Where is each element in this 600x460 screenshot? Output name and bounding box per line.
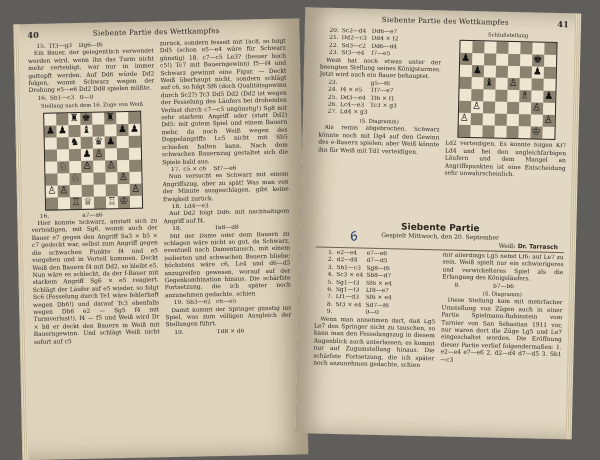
- move-line: 5. Sg1—f3 Sf6 × e4: [327, 279, 392, 287]
- white-player: Dr. Tarrasch: [517, 243, 558, 252]
- chess-piece-icon: ♟: [129, 123, 140, 135]
- chess-piece-icon: ♖: [71, 196, 81, 208]
- page-number: 41: [557, 18, 570, 30]
- chess-piece-icon: ♘: [70, 172, 81, 184]
- move-line: 18. Ld4—e3: [171, 203, 209, 210]
- game-moves-column: [312, 250, 437, 431]
- chess-piece-icon: ♟: [532, 66, 542, 79]
- chess-piece-icon: ♙: [508, 78, 518, 90]
- chess-piece-icon: ♚: [81, 112, 91, 124]
- chess-piece-icon: ♟: [57, 124, 68, 137]
- chess-piece-icon: ♟: [82, 148, 92, 160]
- chess-piece-icon: ♔: [119, 195, 129, 207]
- chess-piece-icon: ♙: [531, 102, 542, 115]
- left-column-2: [160, 39, 295, 452]
- move-line: 8. Sf3 × e4 Sd7—f6: [326, 301, 389, 310]
- move-line: 20. Sc2—d4 Dd6—e7: [329, 27, 398, 36]
- chess-piece-icon: ♖: [107, 195, 117, 208]
- chess-piece-icon: ♙: [59, 184, 69, 197]
- commentary: Auf Dd2 folgt Dd6: mit nachhaltigem Angriff auf f4.: [163, 208, 290, 225]
- diagram-reference: (S. Diagramm): [482, 291, 522, 299]
- chess-piece-icon: ♜: [105, 111, 115, 124]
- page-header: [27, 25, 285, 40]
- page-edge: [566, 13, 582, 439]
- chess-piece-icon: ♙: [82, 160, 92, 172]
- move-line: 23. Sf3—e4 f7—e5: [328, 50, 391, 58]
- chess-piece-icon: ♙: [459, 113, 469, 125]
- chess-piece-icon: ♙: [543, 115, 553, 127]
- chess-piece-icon: ♙: [94, 148, 104, 160]
- chess-piece-icon: ♟: [45, 125, 56, 137]
- commentary: Diese Stellung kam mit mehrfacher Umstellung von Zügen auch in einer Partie Spielmann-Rubinstein vom Turnier von San Sebastian 1911 vor, nur waren dort die Züge Lg5 und Le7 eingeschaltet worden. Die Eröffnung dieser Partie verlief folgendermaßen: 1. e2—e4 e7—e6 2. d2—d4 d7—d5 3. Sb1—c3: [440, 297, 563, 364]
- commentary: Als remis abgebrochen. Schwarz könnte noch mit Dg4 auf den Gewinn des e-Bauern spielen; aber Weiß könnte ihn für Weiß mit Td1 verteidigen.: [317, 125, 440, 156]
- running-head: Siebente Partie des Wettkampfes: [381, 14, 509, 27]
- move-line: 4. Sc3 × e4 Sb8—d7: [327, 272, 392, 280]
- commentary: mir allerdings Lg5 nebst Lf6: auf Le7 zu sein. Weiß spielt nur ein schwierigeres und verwickelteres Spiel als die Erlangung des Königsläufers.: [442, 252, 564, 283]
- move-line: 16. a7—a6: [39, 212, 103, 220]
- chess-piece-icon: ♟: [461, 53, 471, 65]
- move-line: 3. Sb1—c3 Sg8—f6: [327, 264, 390, 273]
- chess-diagram: [43, 110, 143, 210]
- move-line: 24. f4 × e5 Tf7—e7: [327, 87, 394, 95]
- chess-piece-icon: ♝: [81, 124, 92, 136]
- chess-piece-icon: ♗: [520, 90, 530, 102]
- game-subtitle: Gespielt Mittwoch, den 20. September: [381, 232, 500, 242]
- chess-piece-icon: ♙: [471, 101, 482, 113]
- commentary: Ein Bauer, der gelegentlich verwendet werden wird, wenn ihn das Turm nicht mehr verteidigt, war nur in immer gottopft werden. Auf Dd6 würde Dd2 folgen, womit Schwarz wegen der Drohung e5—e6 Dd2 Dd8 spielen müßte.: [27, 48, 155, 95]
- move-line: 2. d2—d4 d7—d5: [327, 257, 388, 265]
- move-line: 23. g5—f6: [328, 79, 390, 88]
- chess-diagram: [457, 40, 557, 140]
- move-line: 26. Lc4—e3 Tc3 × g3: [327, 101, 397, 110]
- diagram-caption: Schlußstellung: [488, 32, 529, 40]
- commentary: Nun versucht es Schwarz mit einem Angriffszug, aber zu spät! Was man von der Minute ausgeschlagen, gibt keine Ewigkeit zurück.: [162, 171, 289, 203]
- chess-piece-icon: ♟: [472, 65, 482, 77]
- chess-piece-icon: ♟: [544, 91, 554, 103]
- chess-piece-icon: ♜: [69, 112, 79, 124]
- running-head: Siebente Partie des Wettkampfes: [92, 26, 220, 38]
- move-line: 19. Td8 × d6: [174, 328, 245, 336]
- commentary: zurück, sondern fesselt mit Tac8, so folgt Dd5 (schon e5—e4 wäre für Schwarz günstig) 18. c7—c5 Le3? (besser hoch c5!) Tc7 mit Bauerngewinn) f5—f4 und Schwarz gewinnt eine Figur. — Deckt Weiß überhaupt nicht, sondern schlägt auf c6, so folgt Sf6 (doch Qualitätsgewinn durch Sc2?) Tc3 Dd5 Dd2 (Dd2 ist wegen der Fesselung des Läufers bei drohenden Verlust durch c7—c5 ungünstig!) Sg8 mit sehr starkem Angriff oder (statt Dd2) Dd5: mit gutem Spiel und einem Bauern mehr, da noch Weiß wegen des Doppelangriffs Lc5 nicht mit Sb5 schießen halten kann. Nach dem schwachen Bauernzug gestaltet sich die Spiele bald aus.: [159, 38, 289, 166]
- commentary: Weiß hat noch etwas unter der beengten Stellung seines Königsturmes. Jetzt wird auch ein Bauer behauptet.: [319, 57, 442, 81]
- chess-piece-icon: ♘: [58, 160, 68, 173]
- game-title: Siebente Partie: [400, 222, 480, 235]
- right-column-2: [444, 30, 569, 221]
- game-commentary-column: [439, 252, 564, 433]
- move-line: 9. 0—0: [326, 309, 379, 317]
- left-page: [13, 18, 308, 460]
- move-line: 15. Tf3—g3 Dg6—f6: [36, 42, 103, 50]
- move-line: 16. Sb1—c3 0—0: [37, 94, 94, 102]
- white-label: Weiß:: [498, 242, 516, 251]
- move-line: 19. Sb3—e2 c6—e5: [173, 298, 237, 307]
- chess-piece-icon: ♙: [106, 159, 116, 172]
- chess-piece-icon: ♞: [70, 136, 80, 148]
- right-column-1: [317, 28, 442, 219]
- move-line: 6. Sg1—f3 Lf8—e7: [327, 286, 389, 295]
- chess-piece-icon: ♚: [533, 54, 543, 67]
- chess-piece-icon: ♙: [118, 171, 129, 183]
- move-line: 18. Ta8—d8: [172, 224, 239, 233]
- chess-piece-icon: ♙: [131, 183, 141, 195]
- diagram-caption: Stellung nach dem 16. Zuge von Weiß: [40, 101, 144, 111]
- move-line: 8. b7—b6: [454, 282, 515, 290]
- commentary: Damit kommt der Springer günstig ins Spiel, was zum völligen Ausgleich der Stellungen führt.: [165, 305, 292, 329]
- right-page: [296, 7, 582, 439]
- move-line: 22. Sd3—c2 Dd6—d4: [328, 42, 398, 51]
- page-edge: [13, 24, 28, 460]
- chess-piece-icon: ♟: [106, 135, 116, 148]
- pencil-mark: 6: [348, 228, 360, 245]
- chess-piece-icon: ♕: [83, 196, 93, 208]
- chess-piece-icon: ♟: [117, 123, 128, 135]
- commentary: Wenn man annehmen darf, daß Lg5 Le7 den Springer nicht zu tauschen, so kann man den Fesselungszug in diesem Augenblick auch unterlassen; es kommt nur auf Zugumstellung hinaus. Die schärfste Fortsetzung, die ich später noch anzunehmen gedachte, schien: [313, 316, 436, 370]
- commentary: Ld2 verteidigen. Es könnte folgen Kf7 Ld4 und bei den ungleichfarbigen Läufern und dem Mangel an Angriffspunkten ist eine Entscheidung sehr unwahrscheinlich.: [444, 140, 567, 179]
- move-line: 25. Dd3—e4 Tf6 × f1: [327, 94, 395, 102]
- chess-piece-icon: ♔: [531, 126, 541, 139]
- chess-piece-icon: ♝: [484, 77, 494, 89]
- page-header: [321, 14, 569, 30]
- commentary: Mit der Dame oder dem Bauern zu schlagen wäre nicht so gut, da Schwarz, eventuell nach Damentausch, mit einem isolierten und schwachen Bauern bliebe; höchstens wäre c6, Le4 und d6—d5 anzugreifen gewesen, worauf auf der Gegenkombination hinaus. Die schärfste Fortsetzung, die ich später noch anzunehmen gedachte, schien: [163, 231, 291, 300]
- diagram-reference: (S. Diagramm): [359, 118, 399, 126]
- commentary: Hier konnte Schwarz, anstatt sich zu verteidigen, mit Sg6, womit auch der Bauer e7 gegen den Angriff Sa3 × b5 × c7 gedeckt war, selbst zum Angriff gegen die schwachen Punkte f4 und e5 vorgehen und in Vorteil kommen. Deckt Weiß den Bauern f4 mit Dd2, so bleibt e5. Nun wäre es schlecht, da der f-Bauer mit starkem Angriff Sg6 × e5 reagiert. Schlägt der Läufer auf e5 wieder, so folgt Sc6 (Fesselung durch Te1 wäre fehlerhaft wegen Db6!) und darauf Tc3 ebenfalls wegen Db6 e2 — Sg5 f4 mit Turmverlust!), f4 — f5 und Weiß wird Dr × h8 er deckt den Bauern in Weiß mit Bauerngewinn. Und schlägt Weiß nicht sofort auf c5: [31, 218, 160, 346]
- page-number: 40: [27, 29, 40, 41]
- move-line: 1. e2—e4 e7—e6: [328, 249, 388, 258]
- move-line: 7. Lf1—d3 Sf6 × e4: [327, 294, 392, 302]
- chess-piece-icon: ♙: [47, 185, 57, 197]
- move-line: 27. Ld4 × g3: [327, 109, 368, 117]
- chess-piece-icon: ♛: [94, 136, 104, 148]
- move-line: 17. c5 × c6 Sf7—e6: [170, 165, 237, 173]
- move-line: 21. Dd2—c3 Dd4 × f2: [329, 35, 399, 43]
- left-column-1: [28, 41, 163, 454]
